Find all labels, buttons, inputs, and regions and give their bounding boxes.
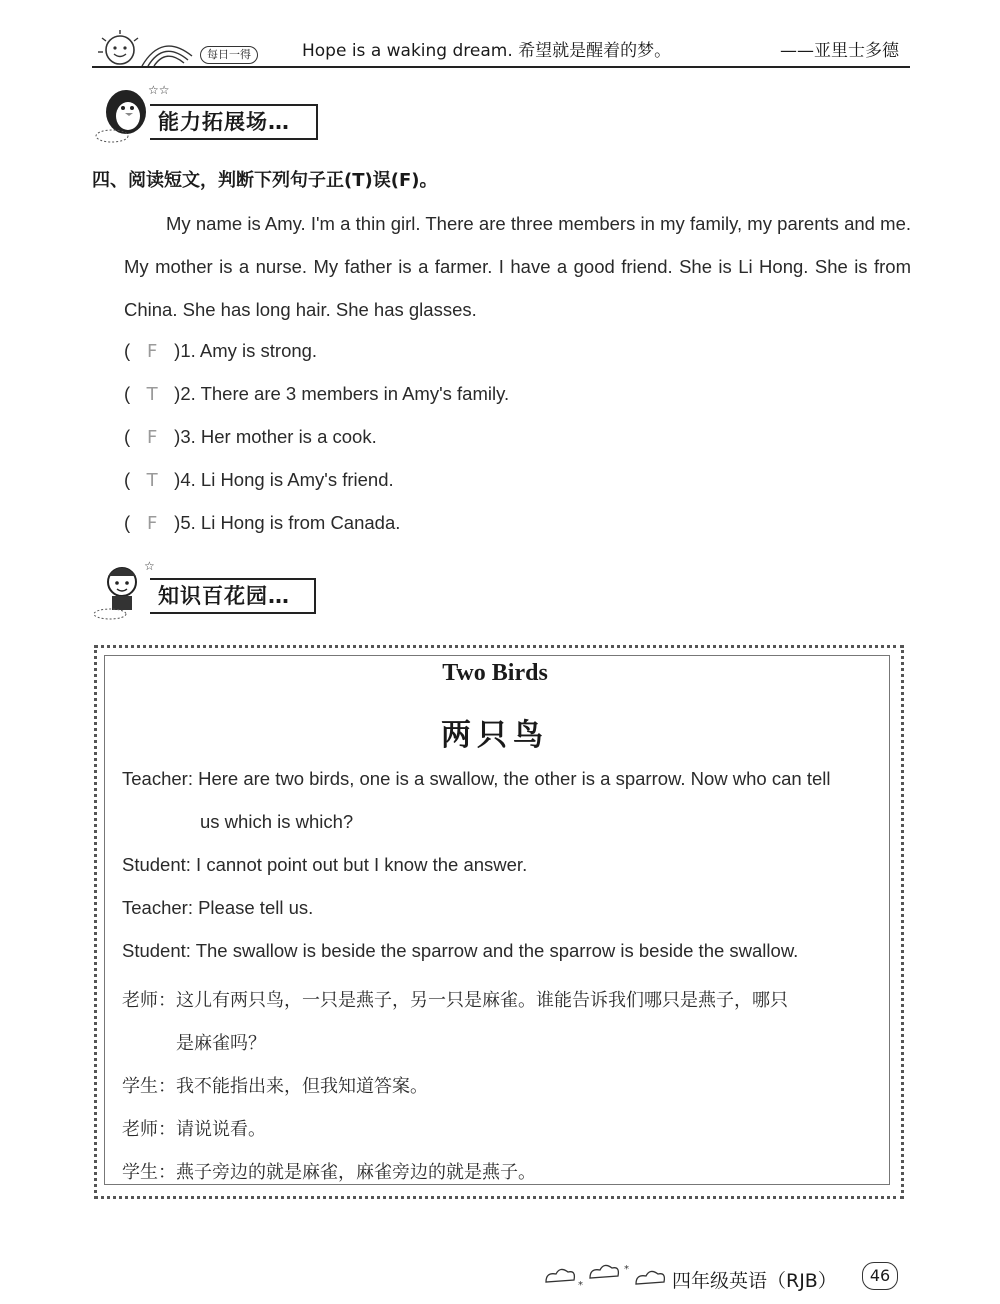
reading-passage: My name is Amy. I'm a thin girl. There are three members in my family, my parents and me. My mother is a nurse. My father is a farmer. I have a good friend. She is Li Hong. She is from China. She has long hair. She has glasses. bbox=[124, 213, 911, 320]
answer-5: F bbox=[146, 513, 158, 534]
dialogue-en-line-2: us which is which? bbox=[200, 811, 354, 832]
header-quote: Hope is a waking dream. 希望就是醒着的梦。 bbox=[302, 41, 672, 61]
dialogue-cn-line-1: 老师：这儿有两只鸟，一只是燕子，另一只是麻雀。谁能告诉我们哪只是燕子，哪只 bbox=[122, 990, 788, 1011]
header-divider bbox=[92, 66, 910, 68]
story-title-en: Two Birds bbox=[442, 660, 548, 686]
answer-4: T bbox=[146, 470, 158, 491]
svg-text:*: * bbox=[624, 1264, 629, 1275]
dialogue-en-line-3: Student: I cannot point out but I know the answer. bbox=[122, 854, 528, 875]
dialogue-en-line-4: Teacher: Please tell us. bbox=[122, 897, 314, 918]
dialogue-cn-line-5: 学生：燕子旁边的就是麻雀，麻雀旁边的就是燕子。 bbox=[122, 1162, 536, 1183]
dialogue-en-line-1: Teacher: Here are two birds, one is a swallow, the other is a sparrow. Now who can tell bbox=[122, 768, 831, 789]
true-false-item-5 bbox=[124, 512, 400, 534]
footer-grade-label: 四年级英语（RJB） bbox=[672, 1270, 837, 1292]
dialogue-cn-line-3: 学生：我不能指出来，但我知道答案。 bbox=[122, 1076, 428, 1097]
answer-3: F bbox=[146, 427, 158, 448]
true-false-item-3 bbox=[124, 426, 377, 448]
svg-text:*: * bbox=[578, 1280, 583, 1291]
ability-banner-label: 能力拓展场… bbox=[158, 110, 290, 134]
dialogue-cn-line-2: 是麻雀吗？ bbox=[176, 1033, 266, 1054]
item-text-3: )3. Her mother is a cook. bbox=[174, 426, 377, 447]
open-paren: ( bbox=[124, 383, 131, 404]
item-text-5: )5. Li Hong is from Canada. bbox=[174, 512, 401, 533]
item-text-4: )4. Li Hong is Amy's friend. bbox=[174, 469, 394, 490]
true-false-item-4 bbox=[124, 469, 394, 491]
open-paren: ( bbox=[124, 340, 131, 361]
page-number: 46 bbox=[862, 1262, 898, 1290]
answer-1: F bbox=[146, 341, 158, 362]
story-title-cn: 两只鸟 bbox=[441, 718, 549, 753]
open-paren: ( bbox=[124, 512, 131, 533]
sun-rainbow-icon bbox=[92, 26, 202, 68]
item-text-2: )2. There are 3 members in Amy's family. bbox=[174, 383, 510, 404]
svg-text:☆☆: ☆☆ bbox=[148, 83, 170, 97]
question-title: 四、阅读短文，判断下列句子正(T)误(F)。 bbox=[92, 170, 438, 191]
header-author: ——亚里士多德 bbox=[780, 41, 899, 61]
item-text-1: )1. Amy is strong. bbox=[174, 340, 318, 361]
open-paren: ( bbox=[124, 469, 131, 490]
dialogue-en-line-5: Student: The swallow is beside the sparrow and the sparrow is beside the swallow. bbox=[122, 940, 799, 961]
true-false-item-1 bbox=[124, 340, 317, 362]
knowledge-banner-label: 知识百花园… bbox=[158, 584, 290, 608]
open-paren: ( bbox=[124, 426, 131, 447]
svg-text:☆: ☆ bbox=[144, 559, 155, 573]
daily-badge: 每日一得 bbox=[200, 46, 258, 64]
dialogue-cn-line-4: 老师：请说说看。 bbox=[122, 1119, 266, 1140]
answer-2: T bbox=[146, 384, 158, 405]
cloud-star-decoration-icon bbox=[540, 1260, 670, 1290]
true-false-item-2 bbox=[124, 383, 509, 405]
